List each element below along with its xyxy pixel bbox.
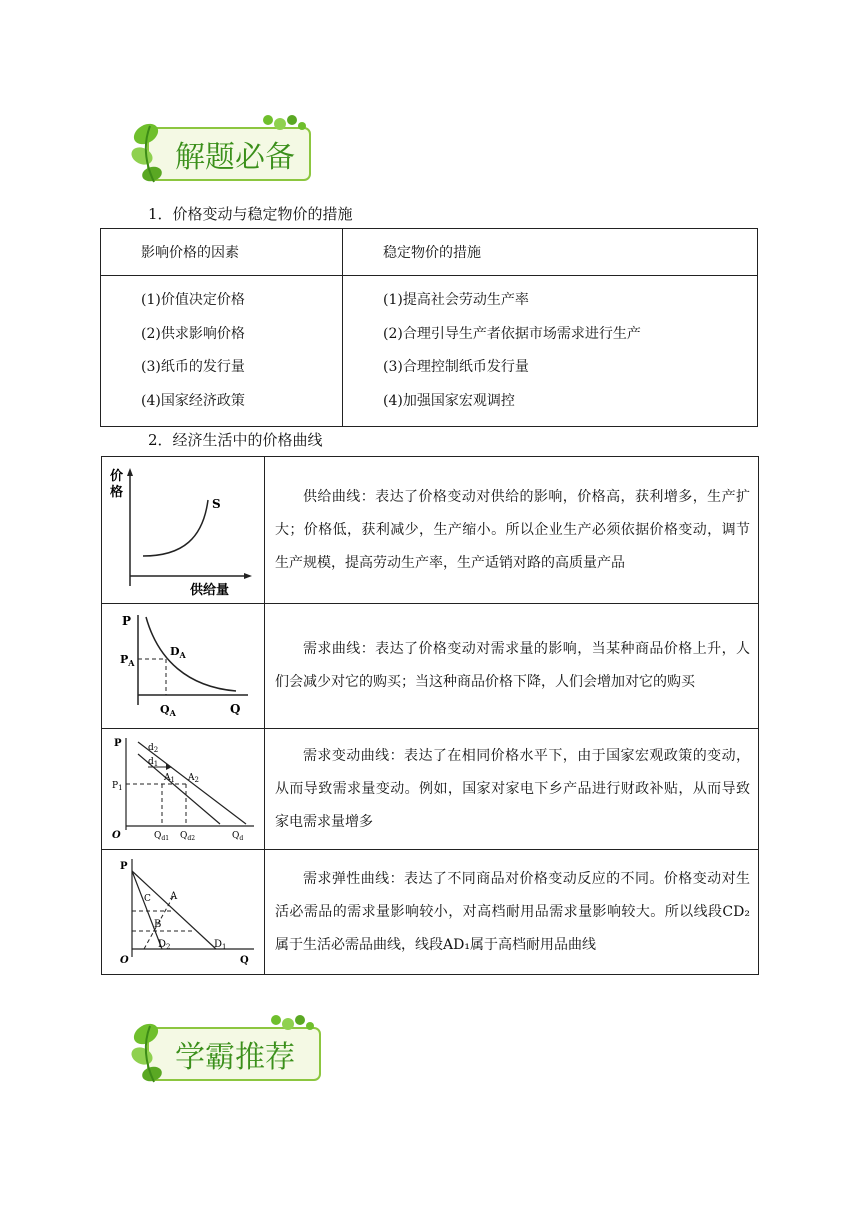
shift-origin-label: O xyxy=(112,830,121,841)
shift-q1-label: Q xyxy=(154,831,162,841)
shift-qd-sub: d xyxy=(239,835,244,842)
shift-p1-label: P xyxy=(112,781,119,791)
col2-header: 稳定物价的措施 xyxy=(343,229,758,276)
demand-curve-text xyxy=(265,604,759,729)
shift-q2-label: Q xyxy=(180,831,188,841)
shift-d1-sub: 1 xyxy=(153,760,159,768)
measure-item: (2)合理引导生产者依据市场需求进行生产 xyxy=(383,325,641,342)
factor-item: (2)供求影响价格 xyxy=(141,325,245,342)
factor-item: (4)国家经济政策 xyxy=(141,392,245,409)
svg-text:P1 xyxy=(112,781,123,792)
svg-text:A1 xyxy=(163,773,175,784)
shift-d2-label: d xyxy=(148,743,154,753)
svg-text:D1 xyxy=(214,939,227,951)
supply-y-label-1: 价 xyxy=(110,469,124,484)
elasticity-d2-label: D xyxy=(158,939,167,950)
banner-bottom xyxy=(130,1010,325,1085)
elasticity-b-label: B xyxy=(154,919,162,930)
banner-bottom-title: 学霸推荐 xyxy=(175,1040,295,1075)
svg-text:d2 xyxy=(148,743,158,754)
svg-text:QA xyxy=(160,703,177,718)
banner-top xyxy=(130,112,315,187)
elasticity-c-label: C xyxy=(144,894,151,904)
supply-curve-description: 供给曲线：表达了价格变动对供给的影响，价格高，获利增多，生产扩大；价格低，获利减少，生产缩小。所以企业生产必须依据价格变动，调节生产规模，提高劳动生产率，生产适销对路的高质量产品 xyxy=(275,488,750,571)
shift-d2-sub: 2 xyxy=(153,746,159,754)
demand-q-sub: A xyxy=(169,708,176,718)
shift-a1-label: A xyxy=(164,773,171,783)
shift-y-label: P xyxy=(114,738,122,749)
shift-q1-sub: d1 xyxy=(161,835,170,842)
supply-y-label-2: 格 xyxy=(110,485,124,500)
shift-d1-label: d xyxy=(148,757,154,767)
price-measures-table xyxy=(100,228,758,427)
shift-a2-label: A xyxy=(188,773,195,783)
shift-a2-sub: 2 xyxy=(194,776,199,784)
svg-text:Qd1 xyxy=(154,831,169,842)
demand-p-label: P xyxy=(120,653,129,666)
elasticity-origin-label: O xyxy=(120,955,129,966)
demand-curve-figure xyxy=(102,604,265,729)
section2-heading: 2．经济生活中的价格曲线 xyxy=(148,431,323,449)
svg-text:Qd2 xyxy=(180,831,195,842)
shift-p1-sub: 1 xyxy=(118,784,123,792)
shift-q2-sub: d2 xyxy=(187,835,196,842)
elasticity-x-label: Q xyxy=(240,955,249,966)
elasticity-d1-label: D xyxy=(214,939,223,950)
demand-shift-text xyxy=(265,729,759,850)
elasticity-description: 需求弹性曲线：表达了不同商品对价格变动反应的不同。价格变动对生活必需品的需求量影响较小，对高档耐用品需求量影响较大。所以线段CD₂属于生活必需品曲线，线段AD₁属于高档耐用品曲线 xyxy=(275,870,750,953)
svg-text:Qd xyxy=(232,831,243,842)
demand-point-label: D xyxy=(170,645,180,658)
svg-text:A2 xyxy=(187,773,199,784)
elasticity-text xyxy=(265,850,759,975)
elasticity-d1-sub: 1 xyxy=(222,943,227,951)
measures-cell xyxy=(343,276,758,427)
supply-curve-label: S xyxy=(212,497,221,511)
elasticity-figure xyxy=(102,850,265,975)
elasticity-a-label: A xyxy=(170,891,178,902)
demand-y-label: P xyxy=(122,614,132,628)
price-curves-table xyxy=(101,456,759,975)
banner-top-title: 解题必备 xyxy=(175,140,295,175)
elasticity-y-label: P xyxy=(120,861,128,872)
supply-curve-figure xyxy=(102,457,265,604)
factors-cell xyxy=(101,276,343,427)
demand-x-label: Q xyxy=(230,702,241,716)
measure-item: (1)提高社会劳动生产率 xyxy=(383,292,529,308)
svg-text:DA xyxy=(170,645,187,660)
demand-curve-description: 需求曲线：表达了价格变动对需求量的影响，当某种商品价格上升，人们会减少对它的购买；当这种商品价格下降，人们会增加对它的购买 xyxy=(275,641,750,690)
shift-qd-label: Q xyxy=(232,831,240,841)
demand-point-sub: A xyxy=(179,650,186,660)
svg-text:d1 xyxy=(148,757,158,768)
demand-shift-figure xyxy=(102,729,265,850)
factor-item: (3)纸币的发行量 xyxy=(141,359,245,375)
svg-text:D2 xyxy=(158,939,171,951)
supply-curve-text xyxy=(265,457,759,604)
demand-q-label: Q xyxy=(160,703,170,716)
factor-item: (1)价值决定价格 xyxy=(141,292,245,308)
col1-header: 影响价格的因素 xyxy=(101,229,343,276)
demand-p-sub: A xyxy=(128,658,135,668)
svg-text:PA xyxy=(120,653,135,668)
supply-x-label: 供给量 xyxy=(190,583,230,598)
measure-item: (3)合理控制纸币发行量 xyxy=(383,359,529,375)
section1-heading: 1．价格变动与稳定物价的措施 xyxy=(148,205,353,223)
elasticity-d2-sub: 2 xyxy=(166,943,171,951)
shift-a1-sub: 1 xyxy=(170,776,175,784)
measure-item: (4)加强国家宏观调控 xyxy=(383,392,515,409)
demand-shift-description: 需求变动曲线：表达了在相同价格水平下，由于国家宏观政策的变动，从而导致需求量变动。例如，国家对家电下乡产品进行财政补贴，从而导致家电需求量增多 xyxy=(275,747,750,830)
